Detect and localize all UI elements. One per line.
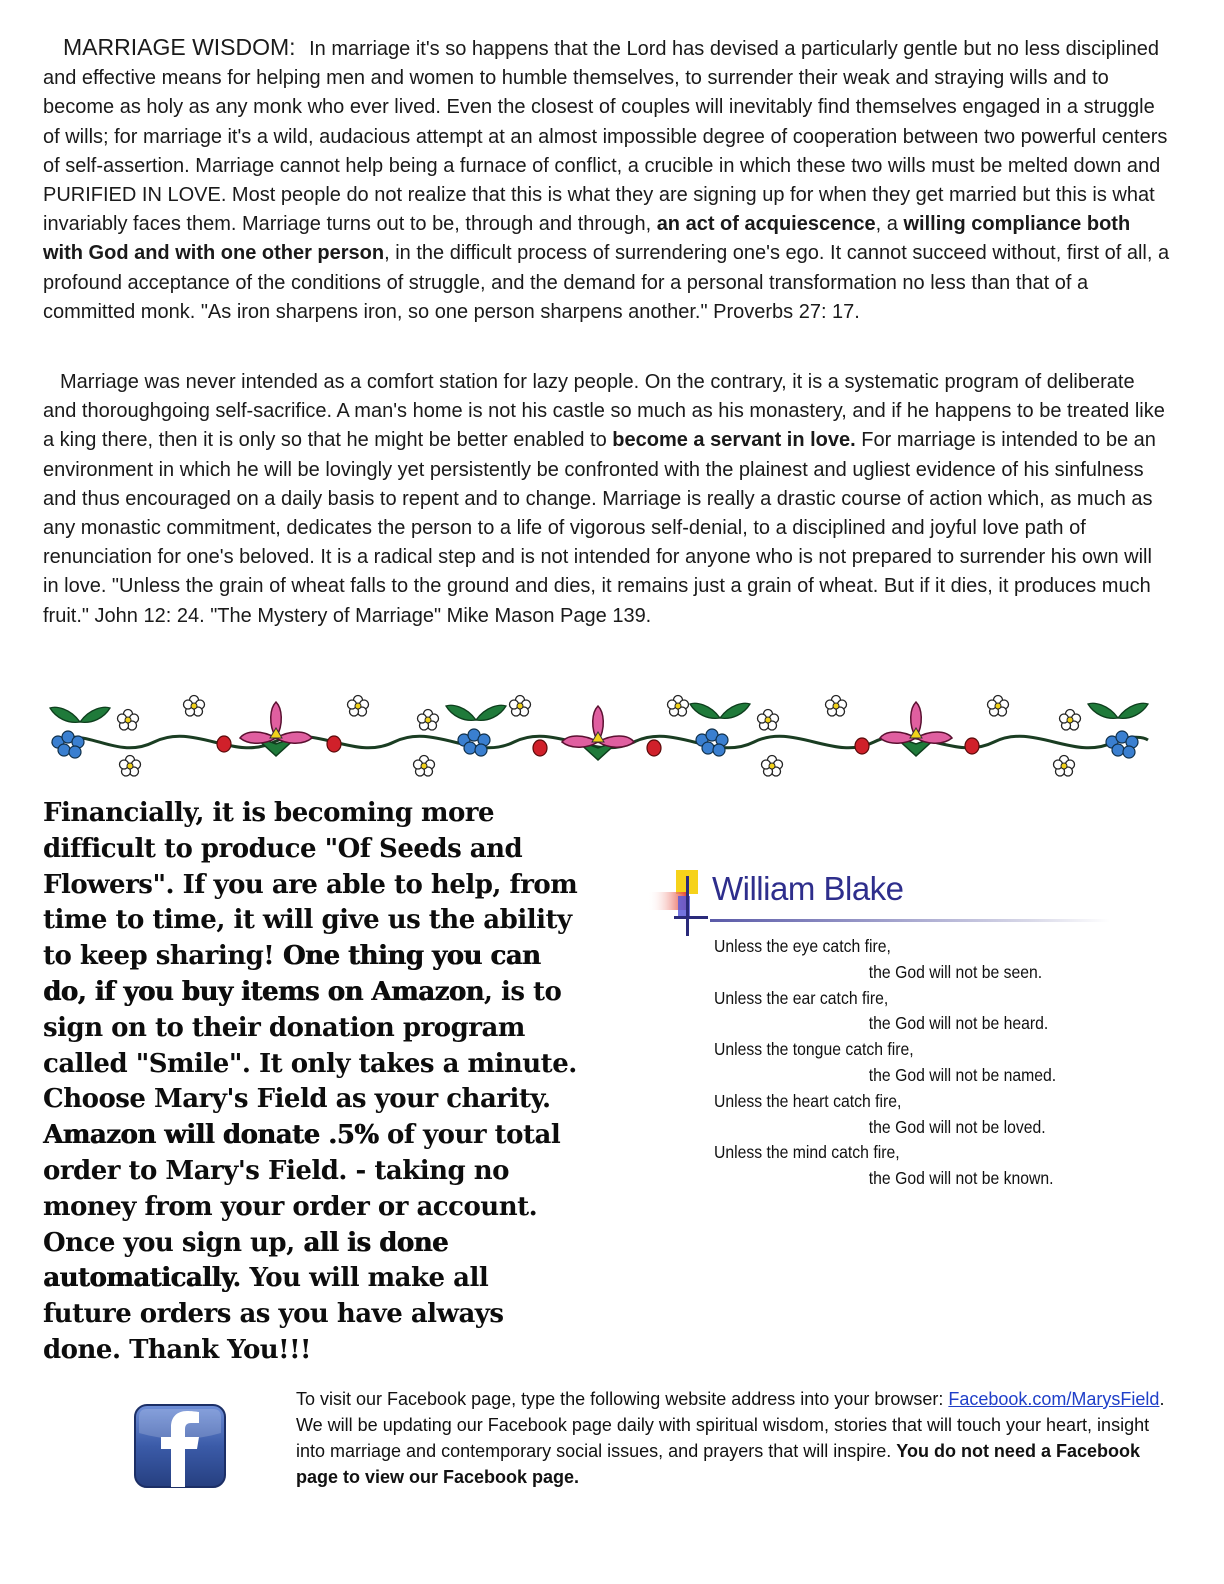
facebook-info: [296, 1386, 1176, 1490]
poem-line: Unless the ear catch fire,: [714, 987, 889, 1008]
p1-bold-acquiescence: an act of acquiescence: [656, 213, 876, 236]
poem-line: the God will not be known.: [868, 1168, 1054, 1189]
poem-line: the God will not be named.: [868, 1064, 1057, 1085]
facebook-note: You do not need a Facebook page to view our Facebook page.: [296, 1441, 1140, 1487]
facebook-icon[interactable]: [133, 1403, 227, 1489]
facebook-text-2: . We will be updating our Facebook page daily with spiritual wisdom, stories that will touch your heart, insight into marriage and contemporary social issues, and prayers that will inspire.: [296, 1389, 1165, 1461]
donation-appeal: [43, 796, 583, 1369]
donation-highlight-amazon: One thing you can do, if you buy items on Amazon: [43, 941, 541, 1007]
donation-text-3: of your total order to Mary's Field. - taking no money from your order or account. Once you sign up,: [43, 1120, 561, 1258]
donation-text-1: Financially, it is becoming more difficult to produce "Of Seeds and Flowers". If you are able to help, from time to time, it will give us the ability to keep sharing!: [43, 798, 578, 972]
p2-bold-servant: become a servant in love.: [612, 429, 856, 452]
facebook-link[interactable]: Facebook.com/MarysField: [948, 1389, 1160, 1409]
poem-line: the God will not be seen.: [868, 961, 1043, 982]
marriage-wisdom-paragraph-2: [43, 368, 1171, 631]
p2-text-a: Marriage was never intended as a comfort station for lazy people. On the contrary, it is a systematic program of deliberate and thoroughgoing self-sacrifice. A man's home is not his castle so much as his monastery, and if he happens to be treated like a king there, then it is only so that he might be better enabled to: [43, 371, 1165, 452]
blake-poem-lines: [714, 934, 1056, 1192]
facebook-text-1: To visit our Facebook page, type the following website address into your browser:: [296, 1389, 944, 1409]
p1-text-b: , a: [875, 213, 898, 236]
poem-line: the God will not be heard.: [868, 1013, 1049, 1034]
poem-line: Unless the heart catch fire,: [714, 1090, 902, 1111]
blake-title-rule: [710, 919, 1110, 922]
william-blake-poem: [648, 862, 1118, 1202]
poem-line: Unless the tongue catch fire,: [714, 1039, 914, 1060]
marriage-wisdom-paragraph-1: [43, 33, 1171, 327]
color-squares-logo-icon: [648, 870, 710, 938]
article-heading: MARRIAGE WISDOM:: [63, 34, 296, 60]
donation-text-2: , is to sign on to their donation program called "Smile". It only takes a minute. Choose Mary's Field as your charity.: [43, 976, 577, 1115]
poem-line: Unless the eye catch fire,: [714, 936, 891, 956]
donation-text-4: . You will make all future orders as you have always done. Thank You!!!: [43, 1263, 504, 1365]
poem-line: Unless the mind catch fire,: [714, 1142, 900, 1163]
floral-vine-divider: [44, 692, 1152, 782]
p1-text-c: , in the difficult process of surrendering one's ego. It cannot succeed without, first of all, a profound acceptance of the conditions of struggle, and the demand for a personal transformation no less than that of a committed monk. "As iron sharpens iron, so one person sharpens another." Proverbs 27: 17.: [43, 242, 1170, 323]
donation-highlight-donate: Amazon will donate .5%: [43, 1120, 379, 1151]
donation-highlight-automatic: all is done automatically: [43, 1227, 448, 1294]
p1-bold-compliance: willing compliance both with God and with one other person: [43, 213, 1131, 265]
poem-line: the God will not be loved.: [868, 1116, 1046, 1137]
p2-text-b: For marriage is intended to be an environment in which he will be lovingly yet persistently be confronted with the plainest and ugliest evidence of his sinfulness and thus encouraged on a daily basis to repent and to change. Marriage is really a drastic course of action which, as much as any monastic commitment, dedicates the person to a life of vigorous self-denial, to a disciplined and joyful love path of renunciation for one's beloved. It is a radical step and is not intended for anyone who is not prepared to surrender his own will in love. "Unless the grain of wheat falls to the ground and dies, it remains just a grain of wheat. But if it dies, it produces much fruit." John 12: 24. "The Mystery of Marriage" Mike Mason Page 139.: [43, 429, 1156, 627]
blake-title: William Blake: [712, 870, 904, 907]
p1-text-a: In marriage it's so happens that the Lord has devised a particularly gentle but no less disciplined and effective means for helping men and women to humble themselves, to surrender their weak and straying wills and to become as holy as any monk who ever lived. Even the closest of couples will inevitably find themselves engaged in a struggle of wills; for marriage it's a wild, audacious attempt at an almost impossible degree of cooperation between two powerful centers of self-assertion. Marriage cannot help being a furnace of conflict, a crucible in which these two wills must be melted down and PURIFIED IN LOVE. Most people do not realize that this is what they are signing up for when they get married but this is what invariably faces them. Marriage turns out to be, through and through,: [43, 38, 1168, 236]
